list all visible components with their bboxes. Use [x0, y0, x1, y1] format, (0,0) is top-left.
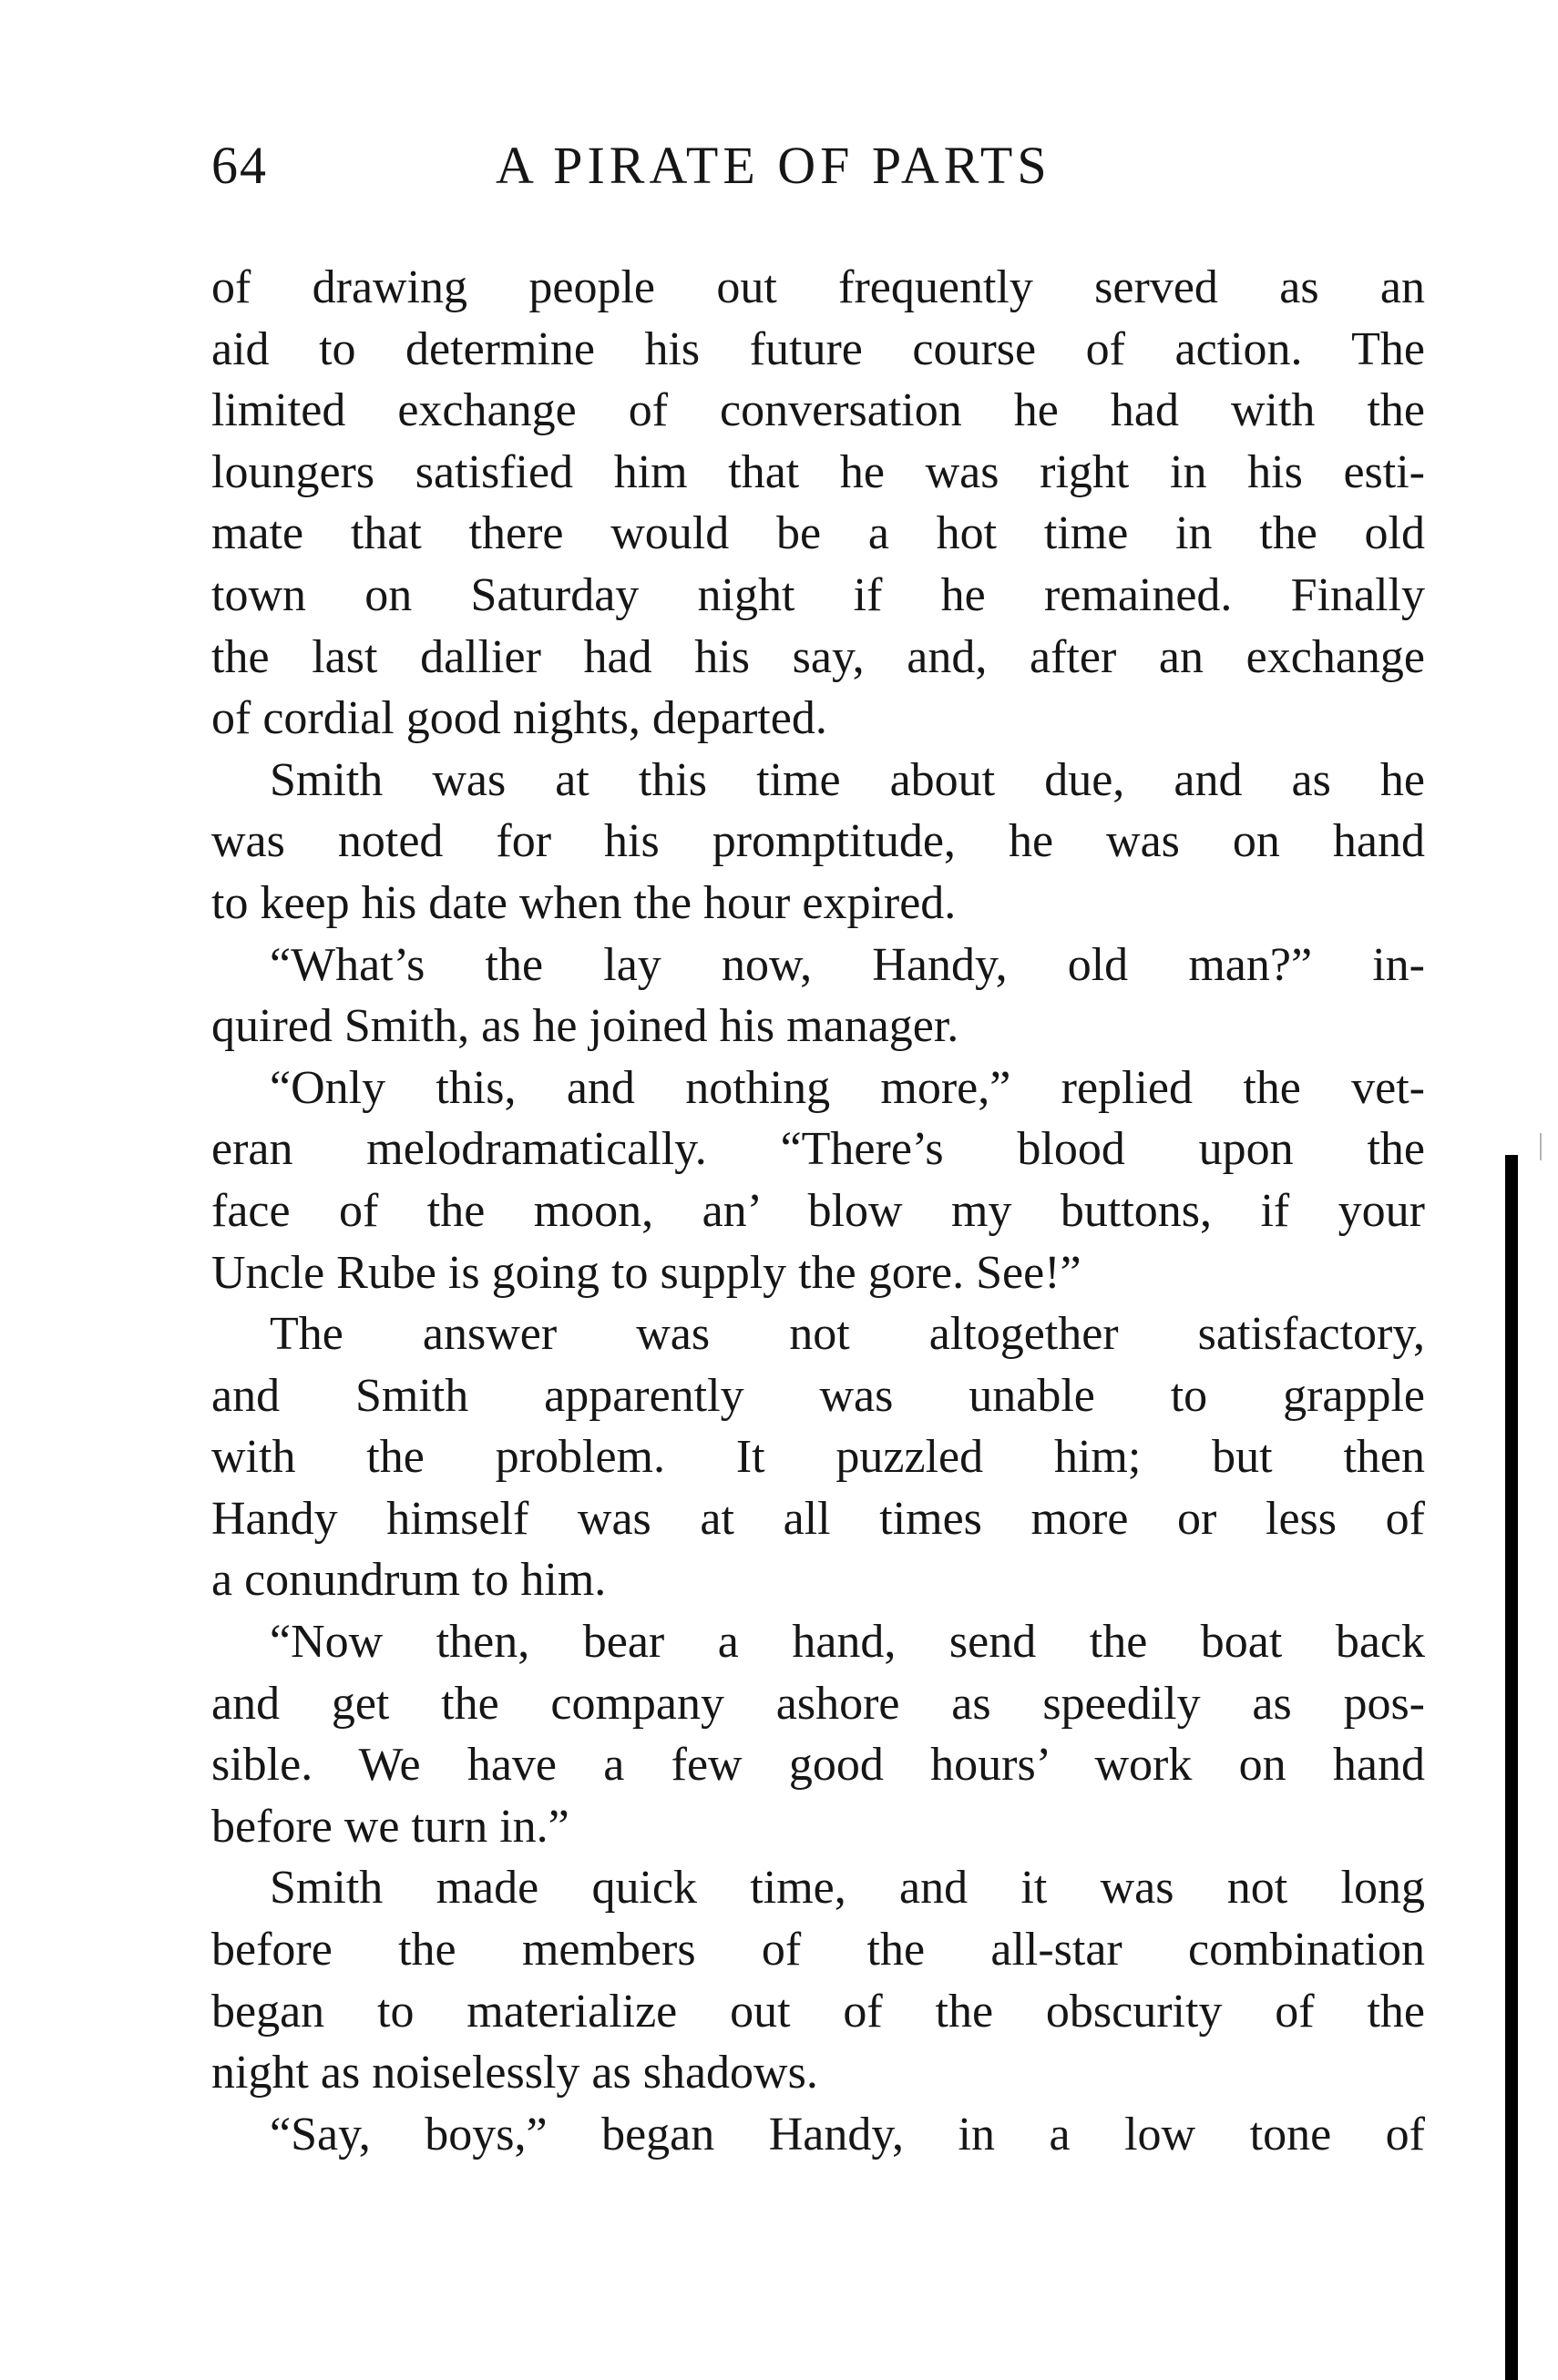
text-line: to keep his date when the hour expired. — [211, 876, 957, 929]
text-line: before we turn in.” — [211, 1800, 569, 1853]
page-edge-mark — [1540, 1133, 1542, 1160]
text-line: quired Smith, as he joined his manager. — [211, 1000, 959, 1053]
text-line: of drawing people out frequently served as an — [211, 261, 1425, 313]
text-line: town on Saturday night if he remained. Finally — [211, 568, 1425, 621]
text-line: face of the moon, an’ blow my buttons, if your — [211, 1184, 1425, 1237]
text-line: “Now then, bear a hand, send the boat back — [270, 1616, 1425, 1669]
text-line: before the members of the all-star combination — [211, 1924, 1425, 1977]
text-line: with the problem. It puzzled him; but then — [211, 1431, 1425, 1484]
page-edge-shadow — [1505, 1155, 1518, 2380]
text-line: the last dallier had his say, and, after an exchange — [211, 630, 1425, 683]
text-line: Smith was at this time about due, and as he — [270, 753, 1425, 806]
text-line: began to materialize out of the obscurity of the — [211, 1985, 1425, 2038]
page-header — [211, 135, 1432, 208]
text-line: mate that there would be a hot time in the old — [211, 507, 1425, 560]
text-line: a conundrum to him. — [211, 1554, 607, 1607]
text-line: Uncle Rube is going to supply the gore. See!” — [211, 1246, 1081, 1299]
text-line: The answer was not altogether satisfactory, — [270, 1308, 1425, 1361]
running-title: A PIRATE OF PARTS — [496, 136, 1051, 195]
text-line: aid to determine his future course of action. The — [211, 322, 1425, 375]
text-line: Smith made quick time, and it was not long — [270, 1862, 1425, 1915]
text-line: eran melodramatically. “There’s blood upon the — [211, 1123, 1425, 1176]
text-line: of cordial good nights, departed. — [211, 692, 827, 745]
body-text — [211, 257, 1425, 2165]
text-line: loungers satisfied him that he was right in his esti- — [211, 445, 1425, 498]
text-line: night as noiselessly as shadows. — [211, 2047, 818, 2099]
text-line: was noted for his promptitude, he was on hand — [211, 815, 1425, 868]
text-line: and Smith apparently was unable to grapple — [211, 1369, 1425, 1422]
text-line: limited exchange of conversation he had with the — [211, 384, 1425, 437]
text-line: “Say, boys,” began Handy, in a low tone of — [270, 2108, 1425, 2160]
page-number: 64 — [211, 136, 268, 195]
text-line: and get the company ashore as speedily as pos- — [211, 1677, 1425, 1730]
text-line: Handy himself was at all times more or less of — [211, 1492, 1425, 1545]
text-line: sible. We have a few good hours’ work on hand — [211, 1739, 1425, 1792]
text-line: “What’s the lay now, Handy, old man?” in- — [270, 938, 1425, 991]
text-line: “Only this, and nothing more,” replied the vet- — [270, 1061, 1425, 1114]
